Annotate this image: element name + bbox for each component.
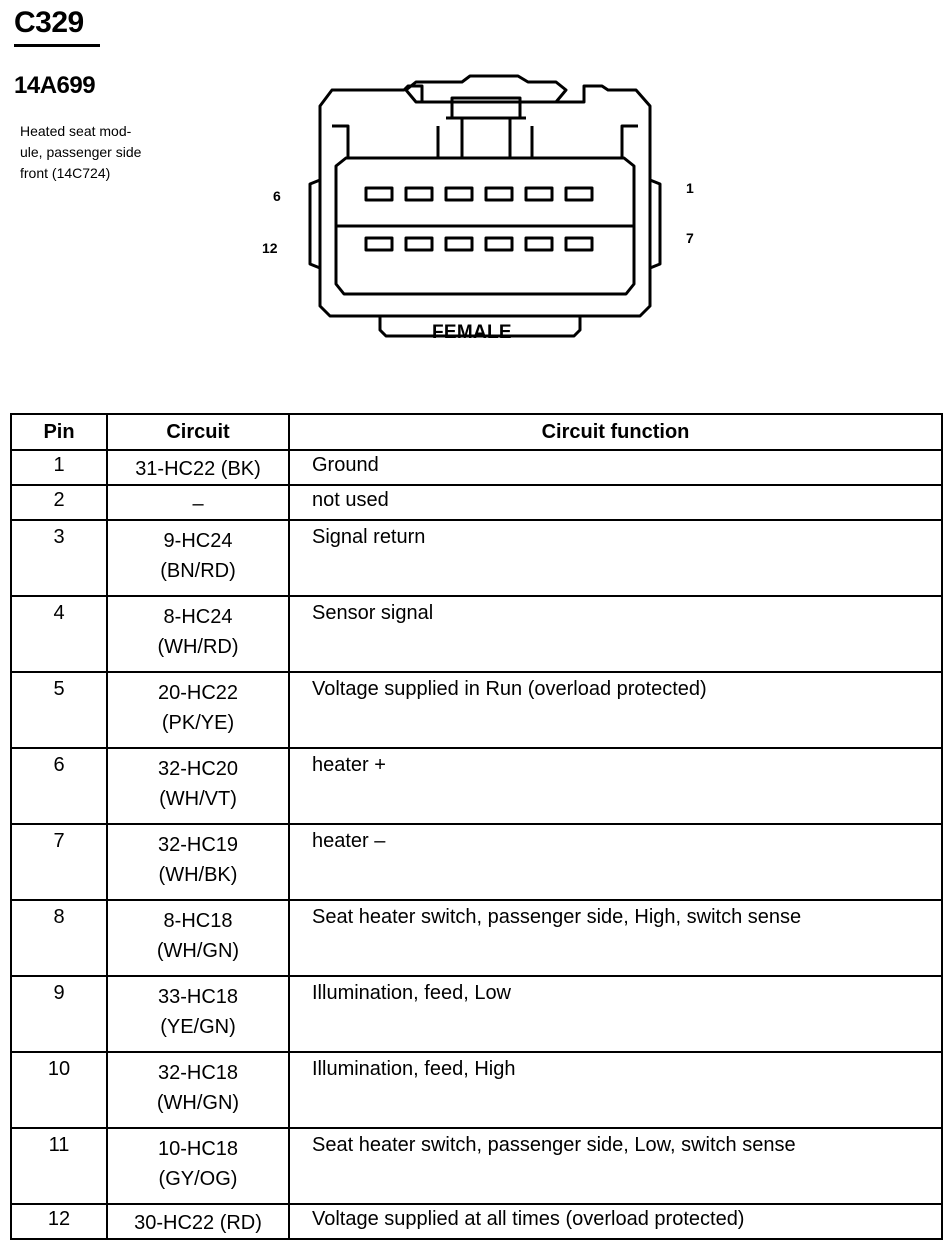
- function-cell: Voltage supplied at all times (overload protected): [289, 1204, 942, 1239]
- circuit-color-line: (YE/GN): [160, 1016, 236, 1038]
- terminal-2: [526, 188, 552, 200]
- circuit-color-line: (WH/GN): [156, 940, 240, 962]
- circuit-cell: [107, 1052, 289, 1128]
- function-cell: Sensor signal: [289, 596, 942, 672]
- circuit-color-line: (WH/BK): [158, 864, 238, 886]
- frame-line: [622, 126, 638, 158]
- circuit-line: 32-HC19: [157, 834, 239, 856]
- latch-detail: [438, 126, 532, 158]
- circuit-line: 32-HC18: [157, 1062, 239, 1084]
- pin-label-bottom-left: 12: [262, 240, 278, 256]
- pin-table: [10, 413, 943, 1240]
- table-row: [11, 672, 942, 748]
- circuit-color-line: (PK/YE): [161, 712, 235, 734]
- circuit-cell: [107, 900, 289, 976]
- circuit-cell: [107, 976, 289, 1052]
- circuit-cell: [107, 672, 289, 748]
- connector-face-drawing: [256, 68, 716, 358]
- pin-cell: 3: [11, 520, 107, 596]
- circuit-cell: [107, 485, 289, 520]
- pin-cell: 4: [11, 596, 107, 672]
- terminal-10: [446, 238, 472, 250]
- circuit-line: 32-HC20: [157, 758, 239, 780]
- table-row: [11, 450, 942, 485]
- function-cell: heater +: [289, 748, 942, 824]
- header-circuit-function: Circuit function: [289, 414, 942, 450]
- connector-id: C329: [14, 6, 84, 39]
- pin-cell: 6: [11, 748, 107, 824]
- pin-cell: 5: [11, 672, 107, 748]
- table-row: [11, 748, 942, 824]
- terminal-6: [366, 188, 392, 200]
- latch-detail: [462, 118, 510, 158]
- function-cell: Ground: [289, 450, 942, 485]
- circuit-color-line: (BN/RD): [160, 560, 236, 582]
- description-line: ule, passenger side: [20, 144, 142, 160]
- circuit-color-line: (WH/RD): [157, 636, 239, 658]
- circuit-line: 30-HC22 (RD): [134, 1212, 262, 1234]
- description-line: front (14C724): [20, 165, 111, 181]
- header-pin: Pin: [11, 414, 107, 450]
- circuit-line: 31-HC22 (BK): [135, 458, 261, 480]
- table-row: [11, 1204, 942, 1239]
- terminal-8: [526, 238, 552, 250]
- function-cell: Voltage supplied in Run (overload protected): [289, 672, 942, 748]
- circuit-line: 8-HC24: [163, 606, 233, 628]
- pin-cell: 9: [11, 976, 107, 1052]
- part-number: 14A699: [14, 72, 96, 99]
- header-circuit: Circuit: [107, 414, 289, 450]
- circuit-cell: [107, 520, 289, 596]
- circuit-line: –: [192, 493, 204, 515]
- pin-cell: 1: [11, 450, 107, 485]
- pin-label-top-left: 6: [273, 188, 281, 204]
- table-row: [11, 900, 942, 976]
- function-cell: not used: [289, 485, 942, 520]
- circuit-cell: [107, 1204, 289, 1239]
- circuit-cell: [107, 1128, 289, 1204]
- table-row: [11, 485, 942, 520]
- pin-cell: 2: [11, 485, 107, 520]
- circuit-line: 8-HC18: [163, 910, 233, 932]
- circuit-cell: [107, 824, 289, 900]
- circuit-line: 10-HC18: [157, 1138, 239, 1160]
- table-row: [11, 824, 942, 900]
- pin-cell: 11: [11, 1128, 107, 1204]
- terminal-1: [566, 188, 592, 200]
- pin-label-top-right: 1: [686, 180, 694, 196]
- table-row: [11, 520, 942, 596]
- circuit-cell: [107, 596, 289, 672]
- table-row: [11, 596, 942, 672]
- function-cell: Illumination, feed, High: [289, 1052, 942, 1128]
- frame-line: [332, 126, 348, 158]
- table-row: [11, 1052, 942, 1128]
- circuit-line: 9-HC24: [163, 530, 233, 552]
- circuit-color-line: (WH/VT): [159, 788, 237, 810]
- circuit-line: 33-HC18: [157, 986, 239, 1008]
- connector-gender: FEMALE: [432, 322, 512, 343]
- function-cell: Seat heater switch, passenger side, Low, switch sense: [289, 1128, 942, 1204]
- description-line: Heated seat mod-: [20, 123, 132, 139]
- terminal-9: [486, 238, 512, 250]
- circuit-cell: [107, 748, 289, 824]
- connector-diagram: [256, 68, 716, 358]
- function-cell: heater –: [289, 824, 942, 900]
- circuit-line: 20-HC22: [157, 682, 239, 704]
- terminal-12: [366, 238, 392, 250]
- function-cell: Signal return: [289, 520, 942, 596]
- circuit-color-line: (GY/OG): [158, 1168, 238, 1190]
- pin-cell: 8: [11, 900, 107, 976]
- title-underline: [14, 44, 100, 47]
- function-cell: Seat heater switch, passenger side, High, switch sense: [289, 900, 942, 976]
- terminal-7: [566, 238, 592, 250]
- circuit-cell: [107, 450, 289, 485]
- table-row: [11, 976, 942, 1052]
- function-cell: Illumination, feed, Low: [289, 976, 942, 1052]
- pin-label-bottom-right: 7: [686, 230, 694, 246]
- pin-cell: 7: [11, 824, 107, 900]
- pin-cell: 10: [11, 1052, 107, 1128]
- component-description: [20, 121, 200, 184]
- table-row: [11, 1128, 942, 1204]
- table-header-row: [11, 414, 942, 450]
- pin-cell: 12: [11, 1204, 107, 1239]
- terminal-11: [406, 238, 432, 250]
- terminal-5: [406, 188, 432, 200]
- terminal-3: [486, 188, 512, 200]
- terminal-4: [446, 188, 472, 200]
- circuit-color-line: (WH/GN): [156, 1092, 240, 1114]
